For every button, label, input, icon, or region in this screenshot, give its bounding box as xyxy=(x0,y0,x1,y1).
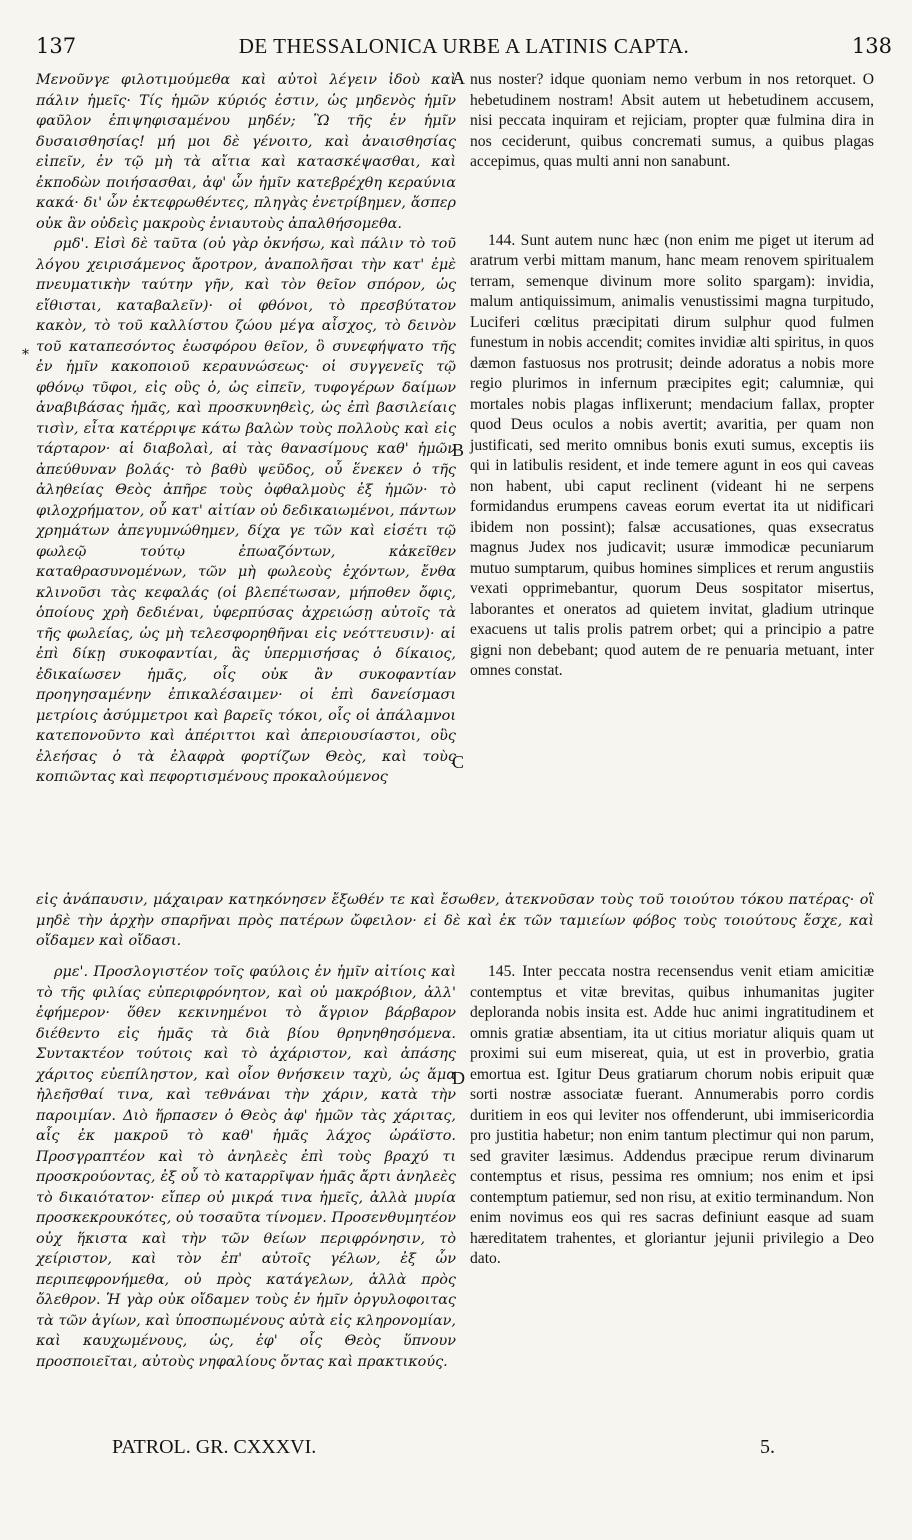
latin-paragraph: 145. Inter peccata nostra recensendus venit etiam amicitiæ contemptus et vitæ brevitas, quibus inhumanitas jugiter deploranda nobis insita est. Adde huc animi ingratitudinem et omnis gratiæ absentiam, ita ut citius moriatur aliquis quam ut proximi sui eum misereat, quia, ut est in proverbio, gratia emortua est. Igitur Deus gratiarum chorum nobis eripuit quæ sorti nostræ associatæ fuerant. Annumerabis porro cordis duritiem in eos qui leviter nos offenderunt, ubi immisericordia pro justitia habetur; non enim tantum plectimur qui non parum, sed graviter læsimus. Addendus præcipue rerum divinarum contemptus et risus, pessima res omnium; nos enim et ipsi contemptum patiemur, sed non risu, at exitio terminandum. Non enim novimus eos qui res sacras definiunt easque ad suam hæreditatem trahentes, et gloriantur jejunii privilegio a Deo dato. xyxy=(470,963,874,1267)
greek-column-bottom xyxy=(36,962,456,1372)
latin-paragraph: 144. Sunt autem nunc hæc (non enim me piget ut iterum ad aratrum verbi mittam manum, hanc meam renovem spiritualem terram, semenque divinum more solito spargam): invidia, malum antiquissimum, animalis venustissimi magna turpitudo, Luciferi cœlitus præcipitati dirum sulphur quod fulmen funestum in nobis accendit; comites invidiæ alti spiritus, in quos dæmon fastuosus nos protrusit; deinde adoratus a nobis more regio plurimos in infernum præcipites egit; calumniæ, qui mortales nobis plagas inflixerunt; mendacium fallax, propter quod Deus oculos a nobis avertit; avaritia, per quam non justificati, sed merito omnibus bonis exuti sumus, exceptis iis qui in latibulis resident, et inde temere agunt in eos qui caveas non habent, ubi caput reclinent (videant hi ne serpens formidandus erumpens caveas eorum evertat ita ut nidificari ibidem non possint); falsæ accusationes, quas exsecratus magnus Judex nos judicavit; usuræ immodicæ pecuniarum mutuo sumptarum, quibus homines simplices et rerum angustiis vexati opprimebantur, quorum Deus sospitator misertus, laborantes et oneratos ad quietem invitat, gladium utrinque exacuens ut talis prolis patrem orbet; qui a principio a patre gigni non debebant; quod autem de re penuaria metuant, inter omnes constat. xyxy=(470,231,874,679)
margin-letter-b: B xyxy=(452,440,465,460)
greek-paragraph: ρμδ'. Εἰσὶ δὲ ταῦτα (οὐ γὰρ ὀκνήσω, καὶ πάλιν τὸ τοῦ λόγου χειρισάμενος ἄροτρον, ἀναπολῆσαι τὴν κατ' ἐμὲ πνευματικὴν ταύτην γῆν, καὶ τὸν θεῖον σπόρον, ὡς εἴθισται, καταβαλεῖν)· οἱ φθόνοι, τὸ πρεσβύτατον κακὸν, τὸ τοῦ καλλίστου ζώου μέγα αἶσχος, τὸ δεινὸν τοῦ καταπεσόντος ἑωσφόρου θεῖον, ὃ συνεφήψατο τῆς ἐν ἡμῖν κακοποιοῦ κεραυνώσεως· οἱ συγγενεῖς τῷ φθόνῳ τῦφοι, εἰς οὓς ὁ, ὡς εἰπεῖν, τυφογέρων δαίμων ἀναβιβάσας ἡμᾶς, καὶ προσκυνηθεὶς, ὡς ἐπὶ βασιλείαις τισὶν, εἶτα κατέρριψε κάτω βαλὼν τοὺς πολλοὺς καὶ εἰς τάρταρον· αἱ διαβολαὶ, αἱ τὰς θανασίμους καθ' ἡμῶν ἀπεύθυναν βολάς· τὸ βαθὺ ψεῦδος, οὗ ἕνεκεν ὁ τῆς ἀληθείας Θεὸς ἀπῆρε τοὺς ὀφθαλμοὺς ἐξ ἡμῶν· τὸ φιλοχρήματον, οὗ κατ' αἰτίαν οὐ δεδικαιωμένοι, πάντων χρημάτων ἀπεγυμνώθημεν, δίχα γε τῶν καὶ εἰσέτι τῷ φωλεῷ τούτῳ ἐπωαζόντων, κἀκεῖθεν καταθρασυνομένων, τῶν μὴ φωλεοὺς ἐχόντων, ἔνθα κλινοῦσι τὰς κεφαλάς (οἱ βλεπέτωσαν, μήποθεν ὄφις, ὁποίους χρὴ δεδιέναι, ὑφερπύσας ἀχρειώσῃ αὐτοῖς τὰ τῆς φωλείας, ὡς μὴ τελεσφορηθῆναι εἰς νεόττευσιν)· αἱ ἐπὶ δίκῃ συκοφαντίαι, ἃς ὑπερμισήσας ὁ δίκαιος, ἐδικαίωσεν ἡμᾶς, οἷς οὐκ ἂν συκοφαντίαν προηγησαμένην ἐπικαλέσαιμεν· οἱ ἐπὶ δανείσμασι μετρίοις ἀσύμμετροι καὶ βαρεῖς τόκοι, οἷς οἱ ἀπάλαμνοι κατεπονοῦντο καὶ ἀπέριττοι καὶ ἀπεριουσίαστοι, οὓς ἐλεήσας ὁ τὰ ἐλαφρὰ φορτίζων Θεὸς, καὶ τοὺς κοπιῶντας καὶ πεφορτισμένους προκαλούμενος xyxy=(36,236,456,785)
page-number-right: 138 xyxy=(851,34,892,58)
greek-full-width-line: εἰς ἀνάπαυσιν, μάχαιραν κατηκόνησεν ἔξωθέν τε καὶ ἔσωθεν, ἀτεκνοῦσαν τοὺς τοῦ τοιούτου τόκου πατέρας· οἳ μηδὲ τὴν ἀρχὴν σπαρῆναι πρὸς πατέρων ὤφειλον· εἰ δὲ καὶ ἐκ τῶν ταμιείων φόβος τοὺς τοιούτους ἔσχε, καὶ οἴδαμεν καὶ οἴδασι. xyxy=(36,892,874,949)
latin-column-top xyxy=(470,70,874,682)
running-title: DE THESSALONICA URBE A LATINIS CAPTA. xyxy=(238,34,690,58)
footer-collection: PATROL. GR. CXXXVI. xyxy=(112,1436,317,1458)
margin-letter-c: C xyxy=(452,752,465,772)
page-number-left: 137 xyxy=(36,34,77,58)
greek-column-top xyxy=(36,70,456,788)
margin-letter-a: A xyxy=(452,68,465,88)
greek-paragraph: ρμε'. Προσλογιστέον τοῖς φαύλοις ἐν ἡμῖν αἰτίοις καὶ τὸ τῆς φιλίας εὐπεριφρόνητον, καὶ οὐ μακρόβιον, ἀλλ' ἐφήμερον· ὅθεν κεκινημένοι τὸ ἄγριον βάρβαρον διέθεντο εἰς ἡμᾶς τὰ διὰ βίου θρηνηθησόμενα. Συντακτέον τούτοις καὶ τὸ ἀχάριστον, καὶ ἀπάσης χάριτος εὐεπίληστον, καὶ οἷον θνήσκειν ταχὺ, ὡς ἅμα ἠλεῆσθαί τινα, καὶ τεθνάναι τὴν χάριν, κατὰ τὴν παροιμίαν. Διὸ ἥρπασεν ὁ Θεὸς ἀφ' ἡμῶν τὰς χάριτας, αἷς ἐκ μακροῦ τὸ καθ' ἡμᾶς λάχος ὡράϊστο. Προσγραπτέον καὶ τὸ ἀνηλεὲς ἐπὶ τοὺς βραχύ τι προσκρούοντας, ἐξ οὗ τὸ καταρρῖψαν ἡμᾶς ἄρτι ἀνηλεὲς τὸ δικαιότατον· εἴπερ οὐ μικρά τινα ἡμεῖς, ἀλλὰ μυρία προσκεκρουκότες, οὐ τοσαῦτα τίνομεν. Προσενθυμητέον οὐχ ἥκιστα καὶ τὴν τῶν θείων περιφρόνησιν, τὸ χείριστον, καὶ τὸν ἐπ' αὐτοῖς γέλων, ἐξ ὧν περιπεφρονήμεθα, οὐ πρὸς κατάγελων, ἀλλὰ πρὸς ὄλεθρον. Ἡ γὰρ οὐκ οἴδαμεν τοὺς ἐν ἡμῖν ὀργυλοφοιτας τὰ τῶν ἁγίων, καὶ ὑποσπωμένους αὐτὰ εἰς κληρονομίαν, καὶ καυχωμένους, ὡς, ἐφ' οἷς Θεὸς ὕπνουν προσποιεῖται, αὐτοὺς νηφαλίους ὄντας καὶ πρακτικούς. xyxy=(36,964,456,1370)
greek-paragraph: Μενοῦνγε φιλοτιμούμεθα καὶ αὐτοὶ λέγειν ἰδοὺ καὶ πάλιν ἡμεῖς· Τίς ἡμῶν κύριός ἐστιν, ὡς μηδενὸς ἡμῖν φαῦλον ἐπιψηφισαμένου μηδέν; Ὢ τῆς ἐν ἡμῖν δυσαισθησίας! μή μοι δὲ γένοιτο, καὶ ἀναισθησίας εἰπεῖν, ἐν τῷ μὴ τὰ αἴτια καὶ κατασκέψασθαι, καὶ ἐκποδὼν ποιήσασθαι, ἀφ' ὧν ἡμῖν κατεβρέχθη κεραύνια κακά· δι' ὧν ἐκτεφρωθέντες, πληγὰς ἐνετρίβημεν, ἅσπερ οὐκ ἂν οὐδεὶς μακροὺς ἐνιαυτοὺς ἀπαλθήσομεθα. xyxy=(36,72,456,232)
margin-letter-d: D xyxy=(452,1068,465,1088)
latin-column-bottom xyxy=(470,962,874,1270)
footnote-star-marker: * xyxy=(22,347,29,363)
running-header xyxy=(36,34,892,64)
footer-signature: 5. xyxy=(760,1436,775,1458)
latin-paragraph: nus noster? idque quoniam nemo verbum in nos retorquet. O hebetudinem nostram! Absit autem ut hebetudinem accusem, nisi peccata inquiram et rejiciam, propter quæ fulmina dira in nos ceciderunt, quibus concremati sumus, a quibus plagas accepimus, quas multi anni non sanabunt. xyxy=(470,71,874,170)
